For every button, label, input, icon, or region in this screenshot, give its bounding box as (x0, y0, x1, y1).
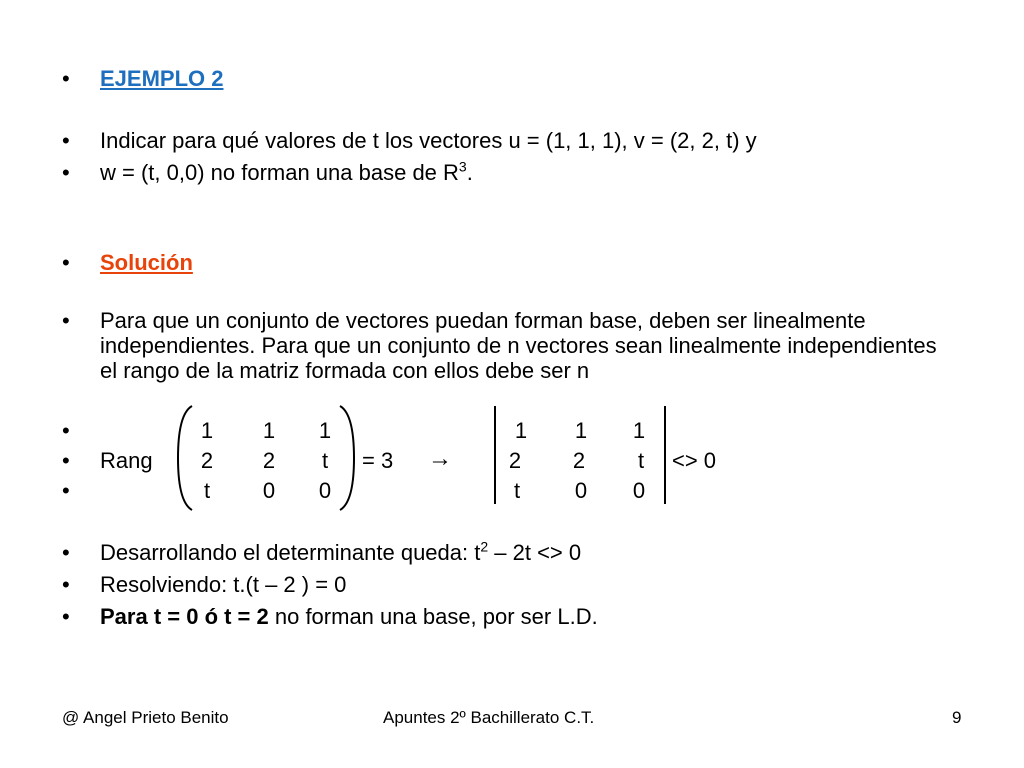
bullet: • (62, 128, 70, 153)
matrix-cell: t (203, 478, 211, 503)
resolviendo-text: Resolviendo: t.(t – 2 ) = 0 (100, 572, 347, 597)
determinant-bar-right (664, 406, 666, 504)
matrix-cell: 1 (200, 418, 214, 443)
matrix-cell: t (321, 448, 329, 473)
det-cell: 0 (574, 478, 588, 503)
det-cell: 1 (514, 418, 528, 443)
footer-page-number: 9 (952, 708, 962, 727)
desarrollo-text: Desarrollando el determinante queda: $t^2 - 2t <> 0$ (100, 538, 582, 565)
example-heading: EJEMPLO 2 (100, 66, 224, 91)
det-cell: 2 (572, 448, 586, 473)
det-cell: t (637, 448, 645, 473)
bullet: • (62, 448, 70, 473)
determinant-bar-left (494, 406, 496, 504)
bullet: • (62, 540, 70, 565)
bullet: • (62, 478, 70, 503)
rank-equals: = 3 (362, 448, 394, 473)
det-not-equal: <> 0 (672, 448, 717, 473)
bullet: • (62, 160, 70, 185)
solution-paragraph: Para que un conjunto de vectores puedan forman base, deben ser linealmente independientes. Para que un conjunto de n vectores sean linealmente independientes el rango de la matriz formada con ellos debe ser n (100, 308, 937, 383)
det-cell: 0 (632, 478, 646, 503)
det-cell: 1 (632, 418, 646, 443)
bullet: • (62, 604, 70, 629)
footer-course: Apuntes 2º Bachillerato C.T. (383, 708, 595, 727)
matrix-cell: 2 (200, 448, 214, 473)
solution-heading: Solución (100, 250, 193, 275)
det-cell: 1 (574, 418, 588, 443)
matrix-cell: 0 (318, 478, 332, 503)
matrix-cell: 0 (262, 478, 276, 503)
bullet: • (62, 572, 70, 597)
bullet: • (62, 66, 70, 91)
conclusion-text: Para t = 0 ó t = 2 no forman una base, por ser L.D. (100, 604, 598, 629)
bullet: • (62, 250, 70, 275)
rang-label: Rang (100, 448, 153, 473)
matrix-cell: 1 (318, 418, 332, 443)
problem-text-1: Indicar para qué valores de t los vectores u = (1, 1, 1), v = (2, 2, t) y (100, 128, 757, 153)
det-cell: t (513, 478, 521, 503)
matrix-cell: 1 (262, 418, 276, 443)
bullet: • (62, 308, 70, 333)
footer-author: @ Angel Prieto Benito (62, 708, 229, 727)
problem-text-2: w = (t, 0,0) no forman una base de $R^3$. (100, 158, 473, 185)
arrow-icon: → (428, 445, 452, 472)
det-cell: 2 (508, 448, 522, 473)
bullet: • (62, 418, 70, 443)
matrix-cell: 2 (262, 448, 276, 473)
